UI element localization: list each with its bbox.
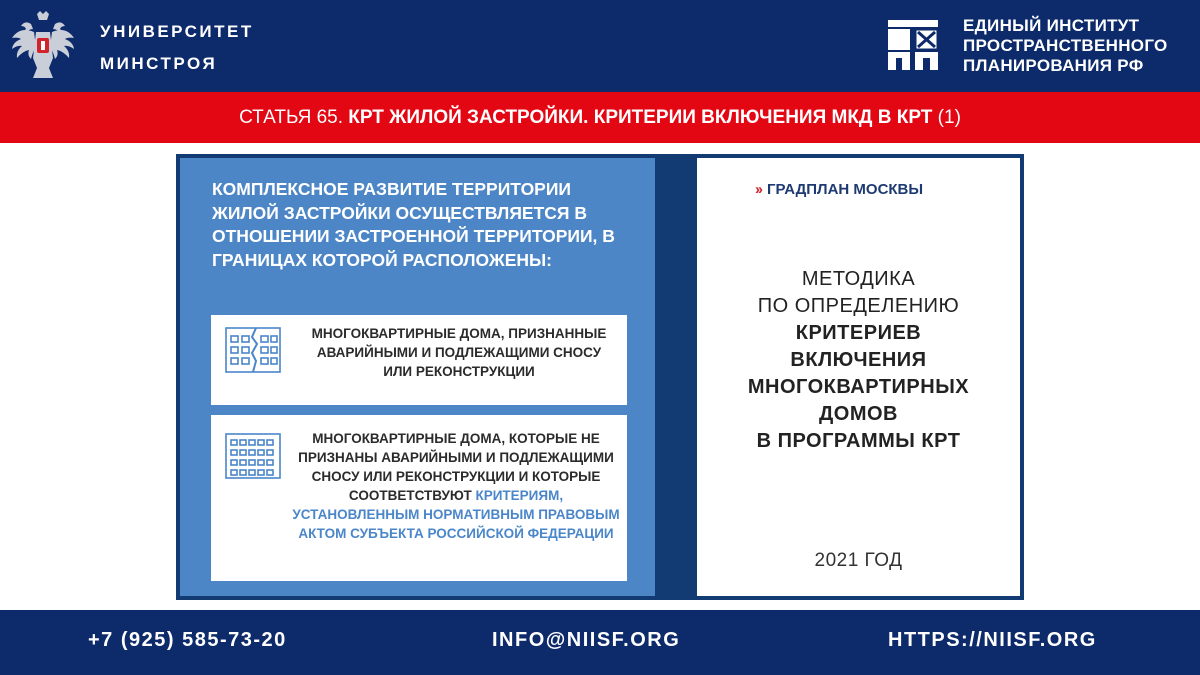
card1-text: МНОГОКВАРТИРНЫЕ ДОМА, ПРИЗНАННЫЕ АВАРИЙНЫМИ И ПОДЛЕЖАЩИМИ СНОСУ ИЛИ РЕКОНСТРУКЦИИ	[311, 326, 607, 379]
title-line-2: ПО ОПРЕДЕЛЕНИЮ	[757, 295, 960, 317]
institute-logo-icon	[888, 20, 938, 70]
criteria-card-emergency	[211, 315, 627, 405]
card2-text-main: МНОГОКВАРТИРНЫЕ ДОМА, КОТОРЫЕ НЕ ПРИЗНАНЫ АВАРИЙНЫМИ И ПОДЛЕЖАЩИМИ СНОСУ ИЛИ РЕКОНСТРУКЦИИ И КОТОРЫЕ СООТВЕТСТВУЮТ	[298, 431, 614, 503]
card2-text-highlight: КРИТЕРИЯМ, УСТАНОВЛЕННЫМ НОРМАТИВНЫМ ПРАВОВЫМ АКТОМ СУБЪЕКТА РОССИЙСКОЙ ФЕДЕРАЦИИ	[292, 488, 620, 541]
slide-title	[0, 92, 1200, 143]
double-headed-eagle-icon	[10, 10, 76, 84]
title-suffix: (1)	[932, 107, 961, 128]
university-name-line2: МИНСТРОЯ	[100, 54, 218, 73]
title-prefix: СТАТЬЯ 65.	[239, 107, 349, 128]
institute-name-line3: ПЛАНИРОВАНИЯ РФ	[963, 56, 1144, 75]
phone-number[interactable]: +7 (925) 585-73-20	[88, 629, 287, 651]
institute-name-line1: ЕДИНЫЙ ИНСТИТУТ	[963, 16, 1140, 35]
title-line-3: КРИТЕРИЕВ	[795, 322, 922, 344]
title-line-5: МНОГОКВАРТИРНЫХ	[747, 376, 970, 398]
university-name-line1: УНИВЕРСИТЕТ	[100, 22, 254, 41]
gradplan-brand	[755, 181, 923, 198]
apartment-building-icon	[223, 431, 283, 481]
title-line-7: В ПРОГРАММЫ КРТ	[756, 430, 961, 452]
double-chevron-icon: ››	[755, 181, 761, 198]
methodology-title	[697, 266, 1020, 455]
footer-bar	[0, 610, 1200, 675]
institute-name	[963, 16, 1168, 76]
cracked-building-icon	[223, 325, 283, 375]
title-line-4: ВКЛЮЧЕНИЯ	[790, 349, 927, 371]
brand-text: ГРАДПЛАН МОСКВЫ	[767, 181, 924, 198]
institute-name-line2: ПРОСТРАНСТВЕННОГО	[963, 36, 1168, 55]
criteria-card-regional	[211, 415, 627, 581]
left-info-panel	[180, 158, 655, 596]
publication-year: 2021 ГОД	[814, 550, 903, 571]
header-bar	[0, 0, 1200, 92]
title-main: КРТ ЖИЛОЙ ЗАСТРОЙКИ. КРИТЕРИИ ВКЛЮЧЕНИЯ МКД В КРТ	[348, 107, 933, 128]
title-line-6: ДОМОВ	[819, 403, 898, 425]
email-link[interactable]: INFO@NIISF.ORG	[492, 629, 681, 651]
infographic-figure	[176, 154, 1024, 600]
card2-text	[291, 429, 621, 543]
methodology-cover	[697, 158, 1020, 596]
website-link[interactable]: HTTPS://NIISF.ORG	[888, 629, 1097, 651]
intro-text: КОМПЛЕКСНОЕ РАЗВИТИЕ ТЕРРИТОРИИ ЖИЛОЙ ЗАСТРОЙКИ ОСУЩЕСТВЛЯЕТСЯ В ОТНОШЕНИИ ЗАСТРОЕННОЙ ТЕРРИТОРИИ, В ГРАНИЦАХ КОТОРОЙ РАСПОЛОЖЕНЫ:	[212, 179, 615, 270]
title-line-1: МЕТОДИКА	[801, 268, 916, 290]
